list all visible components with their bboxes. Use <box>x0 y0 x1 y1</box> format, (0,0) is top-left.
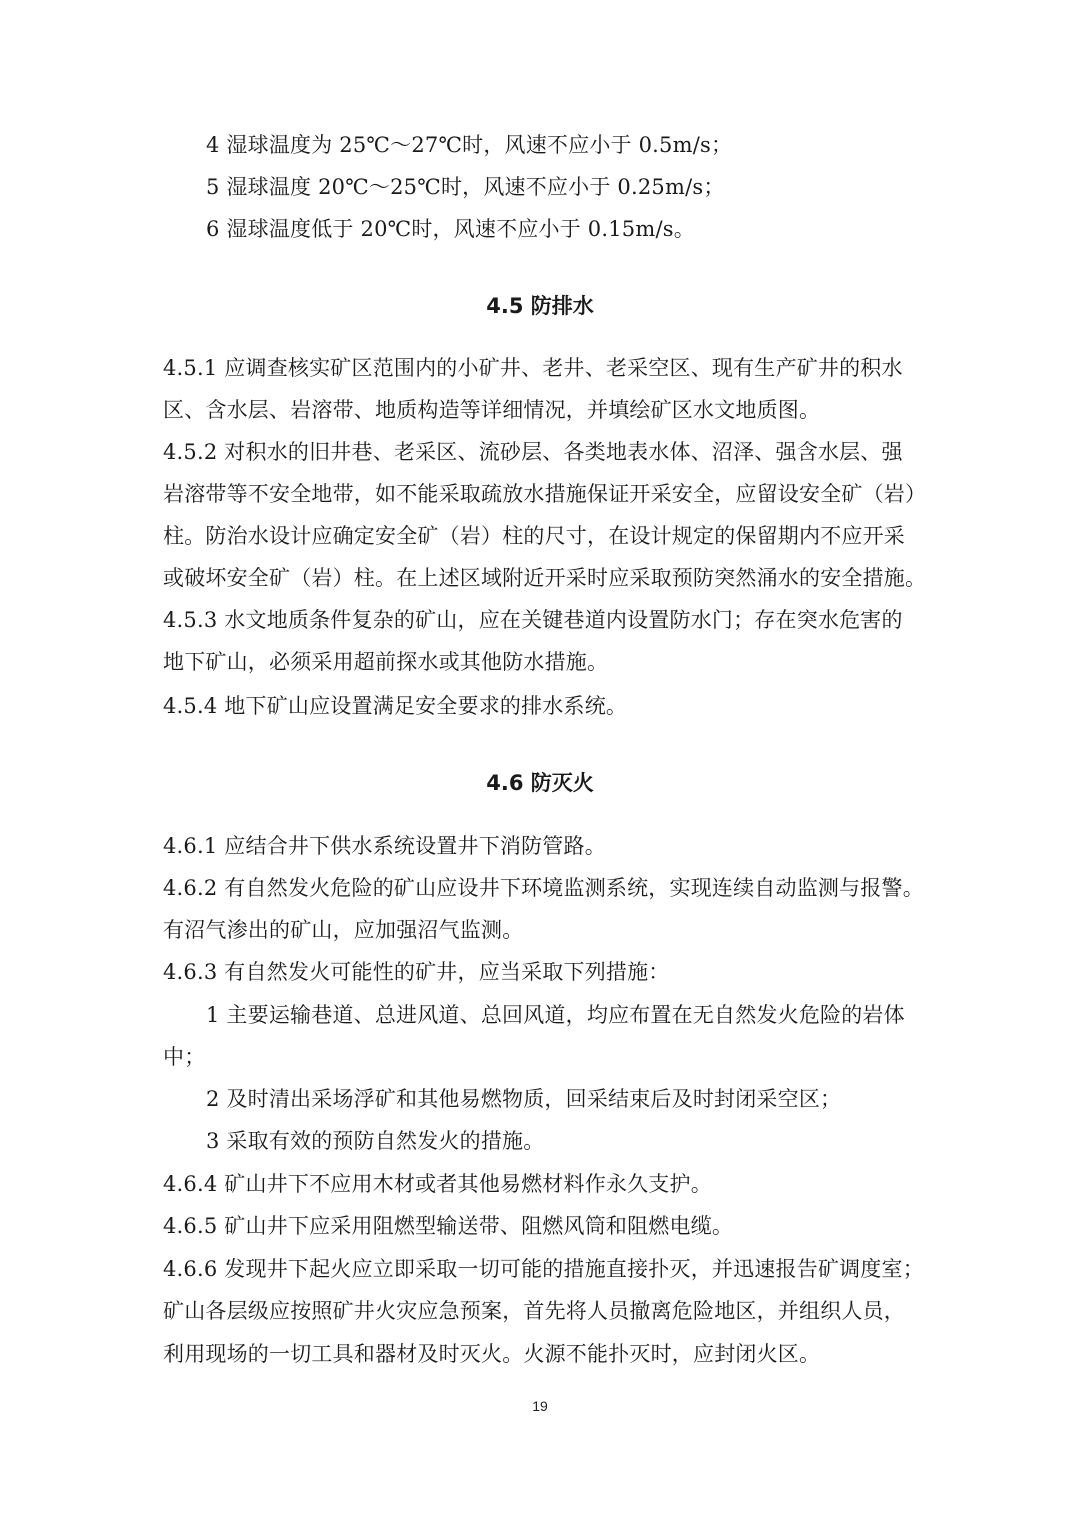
list-item: 3 采取有效的预防自然发火的措施。 <box>206 1129 545 1153</box>
paragraph-line: 4.6.3 有自然发火可能性的矿井，应当采取下列措施： <box>163 960 670 984</box>
paragraph-line: 4.6.2 有自然发火危险的矿山应设井下环境监测系统，实现连续自动监测与报警。 <box>163 876 924 900</box>
paragraph-line: 或破坏安全矿（岩）柱。在上述区域附近开采时应采取预防突然涌水的安全措施。 <box>163 566 927 590</box>
paragraph-line: 4.5.4 地下矿山应设置满足安全要求的排水系统。 <box>163 694 628 718</box>
section-heading: 4.5 防排水 <box>486 294 594 318</box>
paragraph-line: 4.6.6 发现井下起火应立即采取一切可能的措施直接扑灭，并迅速报告矿调度室； <box>163 1257 924 1281</box>
list-item: 5 湿球温度 20℃～25℃时，风速不应小于 0.25m/s； <box>206 175 725 199</box>
paragraph-line: 有沼气渗出的矿山，应加强沼气监测。 <box>163 918 524 942</box>
paragraph-line: 区、含水层、岩溶带、地质构造等详细情况，并填绘矿区水文地质图。 <box>163 398 821 422</box>
list-item: 6 湿球温度低于 20℃时，风速不应小于 0.15m/s。 <box>206 217 695 241</box>
list-item: 4 湿球温度为 25℃～27℃时，风速不应小于 0.5m/s； <box>206 133 733 157</box>
paragraph-line: 利用现场的一切工具和器材及时灭火。火源不能扑灭时，应封闭火区。 <box>163 1342 821 1366</box>
paragraph-line: 4.6.5 矿山井下应采用阻燃型输送带、阻燃风筒和阻燃电缆。 <box>163 1214 734 1238</box>
paragraph-line: 柱。防治水设计应确定安全矿（岩）柱的尺寸，在设计规定的保留期内不应开采 <box>163 524 905 548</box>
paragraph-line: 岩溶带等不安全地带，如不能采取疏放水措施保证开采安全，应留设安全矿（岩） <box>163 482 927 506</box>
paragraph-line: 地下矿山，必须采用超前探水或其他防水措施。 <box>163 650 609 674</box>
section-heading: 4.6 防灭火 <box>486 771 594 795</box>
paragraph-line: 4.5.3 水文地质条件复杂的矿山，应在关键巷道内设置防水门；存在突水危害的 <box>163 608 903 632</box>
paragraph-line: 4.5.2 对积水的旧井巷、老采区、流砂层、各类地表水体、沼泽、强含水层、强 <box>163 440 903 464</box>
paragraph-line: 4.6.1 应结合井下供水系统设置井下消防管路。 <box>163 834 606 858</box>
paragraph-line: 4.6.4 矿山井下不应用木材或者其他易燃材料作永久支护。 <box>163 1172 712 1196</box>
list-item: 2 及时清出采场浮矿和其他易燃物质，回采结束后及时封闭采空区； <box>206 1087 842 1111</box>
list-item-continuation: 中； <box>163 1045 206 1069</box>
page-number: 19 <box>532 1398 548 1414</box>
paragraph-line: 4.5.1 应调查核实矿区范围内的小矿井、老井、老采空区、现有生产矿井的积水 <box>163 356 903 380</box>
list-item: 1 主要运输巷道、总进风道、总回风道，均应布置在无自然发火危险的岩体 <box>206 1003 905 1027</box>
paragraph-line: 矿山各层级应按照矿井火灾应急预案，首先将人员撤离危险地区，并组织人员， <box>163 1299 905 1323</box>
